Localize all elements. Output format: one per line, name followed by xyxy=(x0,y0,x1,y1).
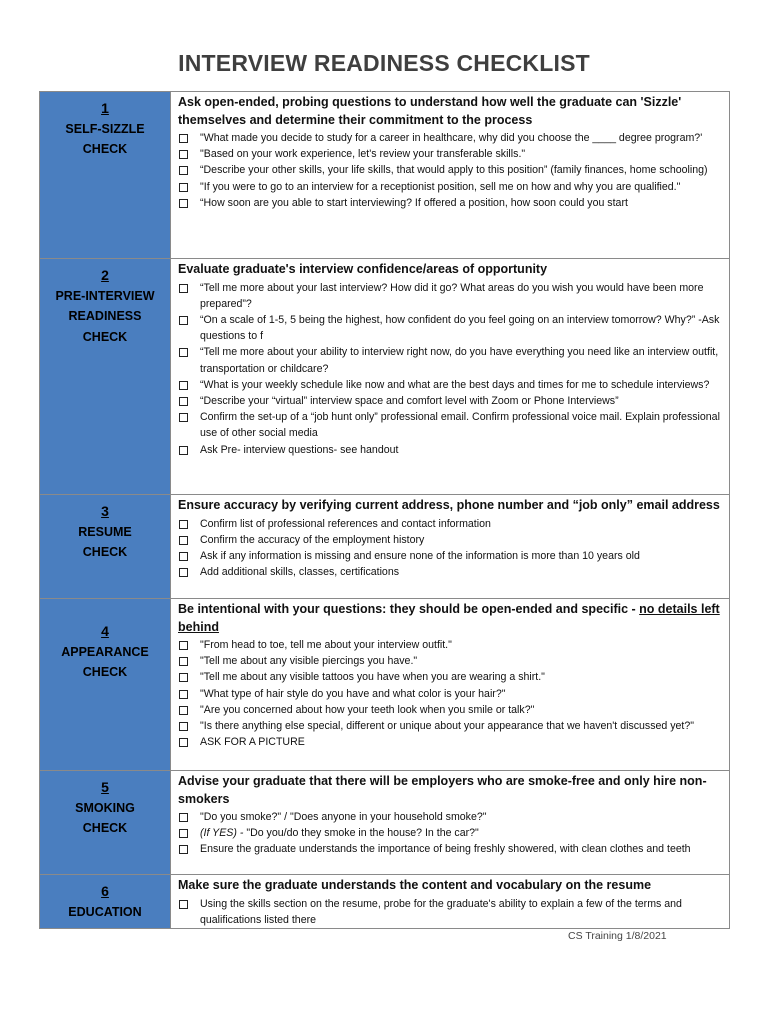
checkbox-icon[interactable] xyxy=(179,568,188,577)
section-number: 6 xyxy=(101,883,109,899)
item-text: “How soon are you able to start interviewing? If offered a position, how soon could you start xyxy=(200,196,628,209)
checklist-item xyxy=(178,809,723,825)
section-label-line: SMOKING xyxy=(75,800,135,815)
checklist-item xyxy=(178,130,723,146)
checkbox-icon[interactable] xyxy=(179,446,188,455)
checklist-item xyxy=(178,162,723,178)
checklist-item xyxy=(178,564,723,580)
checklist-item xyxy=(178,548,723,564)
section-content-cell xyxy=(171,875,730,929)
section-heading: Make sure the graduate understands the content and vocabulary on the resume xyxy=(178,878,652,892)
section-row xyxy=(40,92,730,259)
item-text: Confirm the set-up of a “job hunt only” professional email. Confirm professional voice mail. Explain professional use of other social media xyxy=(200,411,720,440)
section-label-line: EDUCATION xyxy=(68,904,142,919)
section-label-line: CHECK xyxy=(82,545,128,559)
item-text: “What is your weekly schedule like now and what are the best days and times for me to schedule interviews? xyxy=(200,378,710,391)
checkbox-icon[interactable] xyxy=(179,900,188,909)
checkbox-icon[interactable] xyxy=(179,348,188,357)
checkbox-icon[interactable] xyxy=(179,134,188,143)
page-title: INTERVIEW READINESS CHECKLIST xyxy=(178,50,590,76)
section-number: 1 xyxy=(101,100,109,116)
section-heading-text: Be intentional with your questions: they should be open-ended and specific - xyxy=(178,602,640,616)
checklist-item xyxy=(178,280,723,312)
checkbox-icon[interactable] xyxy=(179,413,188,422)
checklist-item xyxy=(178,179,723,195)
item-text: Using the skills section on the resume, probe for the graduate's ability to explain a few of the terms and qualifications listed there xyxy=(200,897,682,926)
section-label-line: READINESS xyxy=(68,309,142,323)
section-label-line: SELF-SIZZLE xyxy=(65,121,145,136)
checkbox-icon[interactable] xyxy=(179,536,188,545)
checklist-item xyxy=(178,653,723,669)
section-row xyxy=(40,875,730,929)
checklist-item xyxy=(178,825,723,841)
item-text: “Tell me more about your ability to interview right now, do you have everything you need like an interview outfit, transportation or childcare? xyxy=(200,346,719,375)
checklist-item xyxy=(178,686,723,702)
item-text: Confirm list of professional references and contact information xyxy=(200,517,491,530)
checklist-item xyxy=(178,637,723,653)
item-text: “Describe your “virtual” interview space and comfort level with Zoom or Phone Interviews” xyxy=(200,394,619,407)
checkbox-icon[interactable] xyxy=(179,520,188,529)
item-text: “Describe your other skills, your life skills, that would apply to this position” (family finances, home schooling) xyxy=(200,164,708,177)
section-heading xyxy=(178,601,723,636)
checkbox-icon[interactable] xyxy=(179,845,188,854)
item-text: "Tell me about any visible tattoos you have when you are wearing a shirt." xyxy=(200,671,545,684)
section-label-line: PRE-INTERVIEW xyxy=(55,288,155,303)
section-row xyxy=(40,495,730,599)
section-number: 3 xyxy=(101,503,109,519)
checkbox-icon[interactable] xyxy=(179,183,188,192)
section-label-cell xyxy=(40,771,171,875)
checklist-item xyxy=(178,409,723,441)
section-heading: Advise your graduate that there will be employers who are smoke-free and only hire non-smokers xyxy=(178,774,707,806)
section-label-line: CHECK xyxy=(82,329,128,344)
item-text: “Tell me more about your last interview? How did it go? What areas do you wish you would have been more prepared”? xyxy=(200,281,704,310)
checkbox-icon[interactable] xyxy=(179,150,188,159)
item-text: “On a scale of 1-5, 5 being the highest, how confident do you feel going on an interview tomorrow? Why?” -Ask questions to f xyxy=(200,313,720,343)
item-text: ASK FOR A PICTURE xyxy=(200,736,305,749)
section-label-cell xyxy=(40,259,171,495)
item-text: Ask if any information is missing and ensure none of the information is more than 10 years old xyxy=(200,549,640,562)
checklist-item xyxy=(178,896,723,928)
section-row xyxy=(40,599,730,771)
section-label-line: RESUME xyxy=(78,524,132,539)
section-heading-emphasis: no details left behind xyxy=(178,602,720,634)
checklist-item xyxy=(178,442,723,458)
checklist-item xyxy=(178,702,723,718)
item-text: "Are you concerned about how your teeth look when you smile or talk?" xyxy=(200,703,535,716)
section-label-line: CHECK xyxy=(82,142,128,156)
checkbox-icon[interactable] xyxy=(179,284,188,293)
item-text: Ensure the graduate understands the importance of being freshly showered, with clean clothes and teeth xyxy=(200,843,691,856)
item-text: "Do you smoke?" / "Does anyone in your household smoke?" xyxy=(200,811,487,823)
checklist-item xyxy=(178,734,723,750)
section-heading: Ensure accuracy by verifying current address, phone number and “job only” email address xyxy=(178,498,720,512)
section-label-line: CHECK xyxy=(82,821,128,835)
section-number: 2 xyxy=(101,267,109,283)
checkbox-icon[interactable] xyxy=(179,690,188,699)
item-text: "What type of hair style do you have and what color is your hair?" xyxy=(200,687,506,700)
checklist-item xyxy=(178,532,723,548)
section-heading: Evaluate graduate's interview confidence/areas of opportunity xyxy=(178,262,548,276)
checklist-item xyxy=(178,516,723,532)
item-text: "If you were to go to an interview for a receptionist position, sell me on how and why you are qualified." xyxy=(200,180,681,193)
section-row xyxy=(40,771,730,875)
item-text: "Is there anything else special, different or unique about your appearance that we haven't discussed yet?" xyxy=(200,720,695,733)
item-text: "Based on your work experience, let's review your transferable skills." xyxy=(200,148,526,161)
section-label-line: APPEARANCE xyxy=(61,644,149,659)
section-number: 5 xyxy=(101,779,109,795)
item-text: Confirm the accuracy of the employment history xyxy=(200,533,425,546)
item-text: "What made you decide to study for a career in healthcare, why did you choose the ____ degree program?' xyxy=(200,132,703,144)
checklist-item xyxy=(178,669,723,685)
checklist-item xyxy=(178,312,723,344)
section-heading: Ask open-ended, probing questions to understand how well the graduate can 'Sizzle' themselves and determine their commitment to the process xyxy=(178,95,682,127)
item-text: "From head to toe, tell me about your interview outfit." xyxy=(200,639,452,651)
section-content-cell xyxy=(171,771,730,875)
checklist-item xyxy=(178,344,723,376)
section-number: 4 xyxy=(101,623,109,639)
checklist-item xyxy=(178,841,723,857)
section-content-cell xyxy=(171,599,730,771)
section-label-cell xyxy=(40,92,171,259)
checkbox-icon[interactable] xyxy=(179,813,188,822)
checkbox-icon[interactable] xyxy=(179,381,188,390)
item-text: Ask Pre- interview questions- see handout xyxy=(200,443,399,456)
checkbox-icon[interactable] xyxy=(179,316,188,325)
item-text: "Do you/do they smoke in the house? In the car?" xyxy=(246,827,479,840)
checkbox-icon[interactable] xyxy=(179,722,188,731)
footer-note: CS Training 1/8/2021 xyxy=(568,930,667,942)
checklist-item xyxy=(178,195,723,211)
section-label-cell xyxy=(40,495,171,599)
section-content-cell xyxy=(171,495,730,599)
checkbox-icon[interactable] xyxy=(179,829,188,838)
section-row xyxy=(40,259,730,495)
checkbox-icon[interactable] xyxy=(179,673,188,682)
checkbox-icon[interactable] xyxy=(179,706,188,715)
checkbox-icon[interactable] xyxy=(179,199,188,208)
section-label-cell xyxy=(40,599,171,771)
checklist-table xyxy=(39,91,730,929)
checkbox-icon[interactable] xyxy=(179,738,188,747)
section-content-cell xyxy=(171,92,730,259)
item-prefix: (If YES) - xyxy=(200,827,247,840)
checklist-item xyxy=(178,718,723,734)
section-label-cell xyxy=(40,875,171,929)
item-text: "Tell me about any visible piercings you have." xyxy=(200,655,418,668)
checklist-item xyxy=(178,393,723,409)
checkbox-icon[interactable] xyxy=(179,657,188,666)
checkbox-icon[interactable] xyxy=(179,641,188,650)
section-label-line: CHECK xyxy=(82,665,128,679)
checkbox-icon[interactable] xyxy=(179,166,188,175)
checkbox-icon[interactable] xyxy=(179,552,188,561)
section-content-cell xyxy=(171,259,730,495)
checklist-item xyxy=(178,146,723,162)
checklist-item xyxy=(178,377,723,393)
item-text: Add additional skills, classes, certifications xyxy=(200,566,400,579)
checkbox-icon[interactable] xyxy=(179,397,188,406)
